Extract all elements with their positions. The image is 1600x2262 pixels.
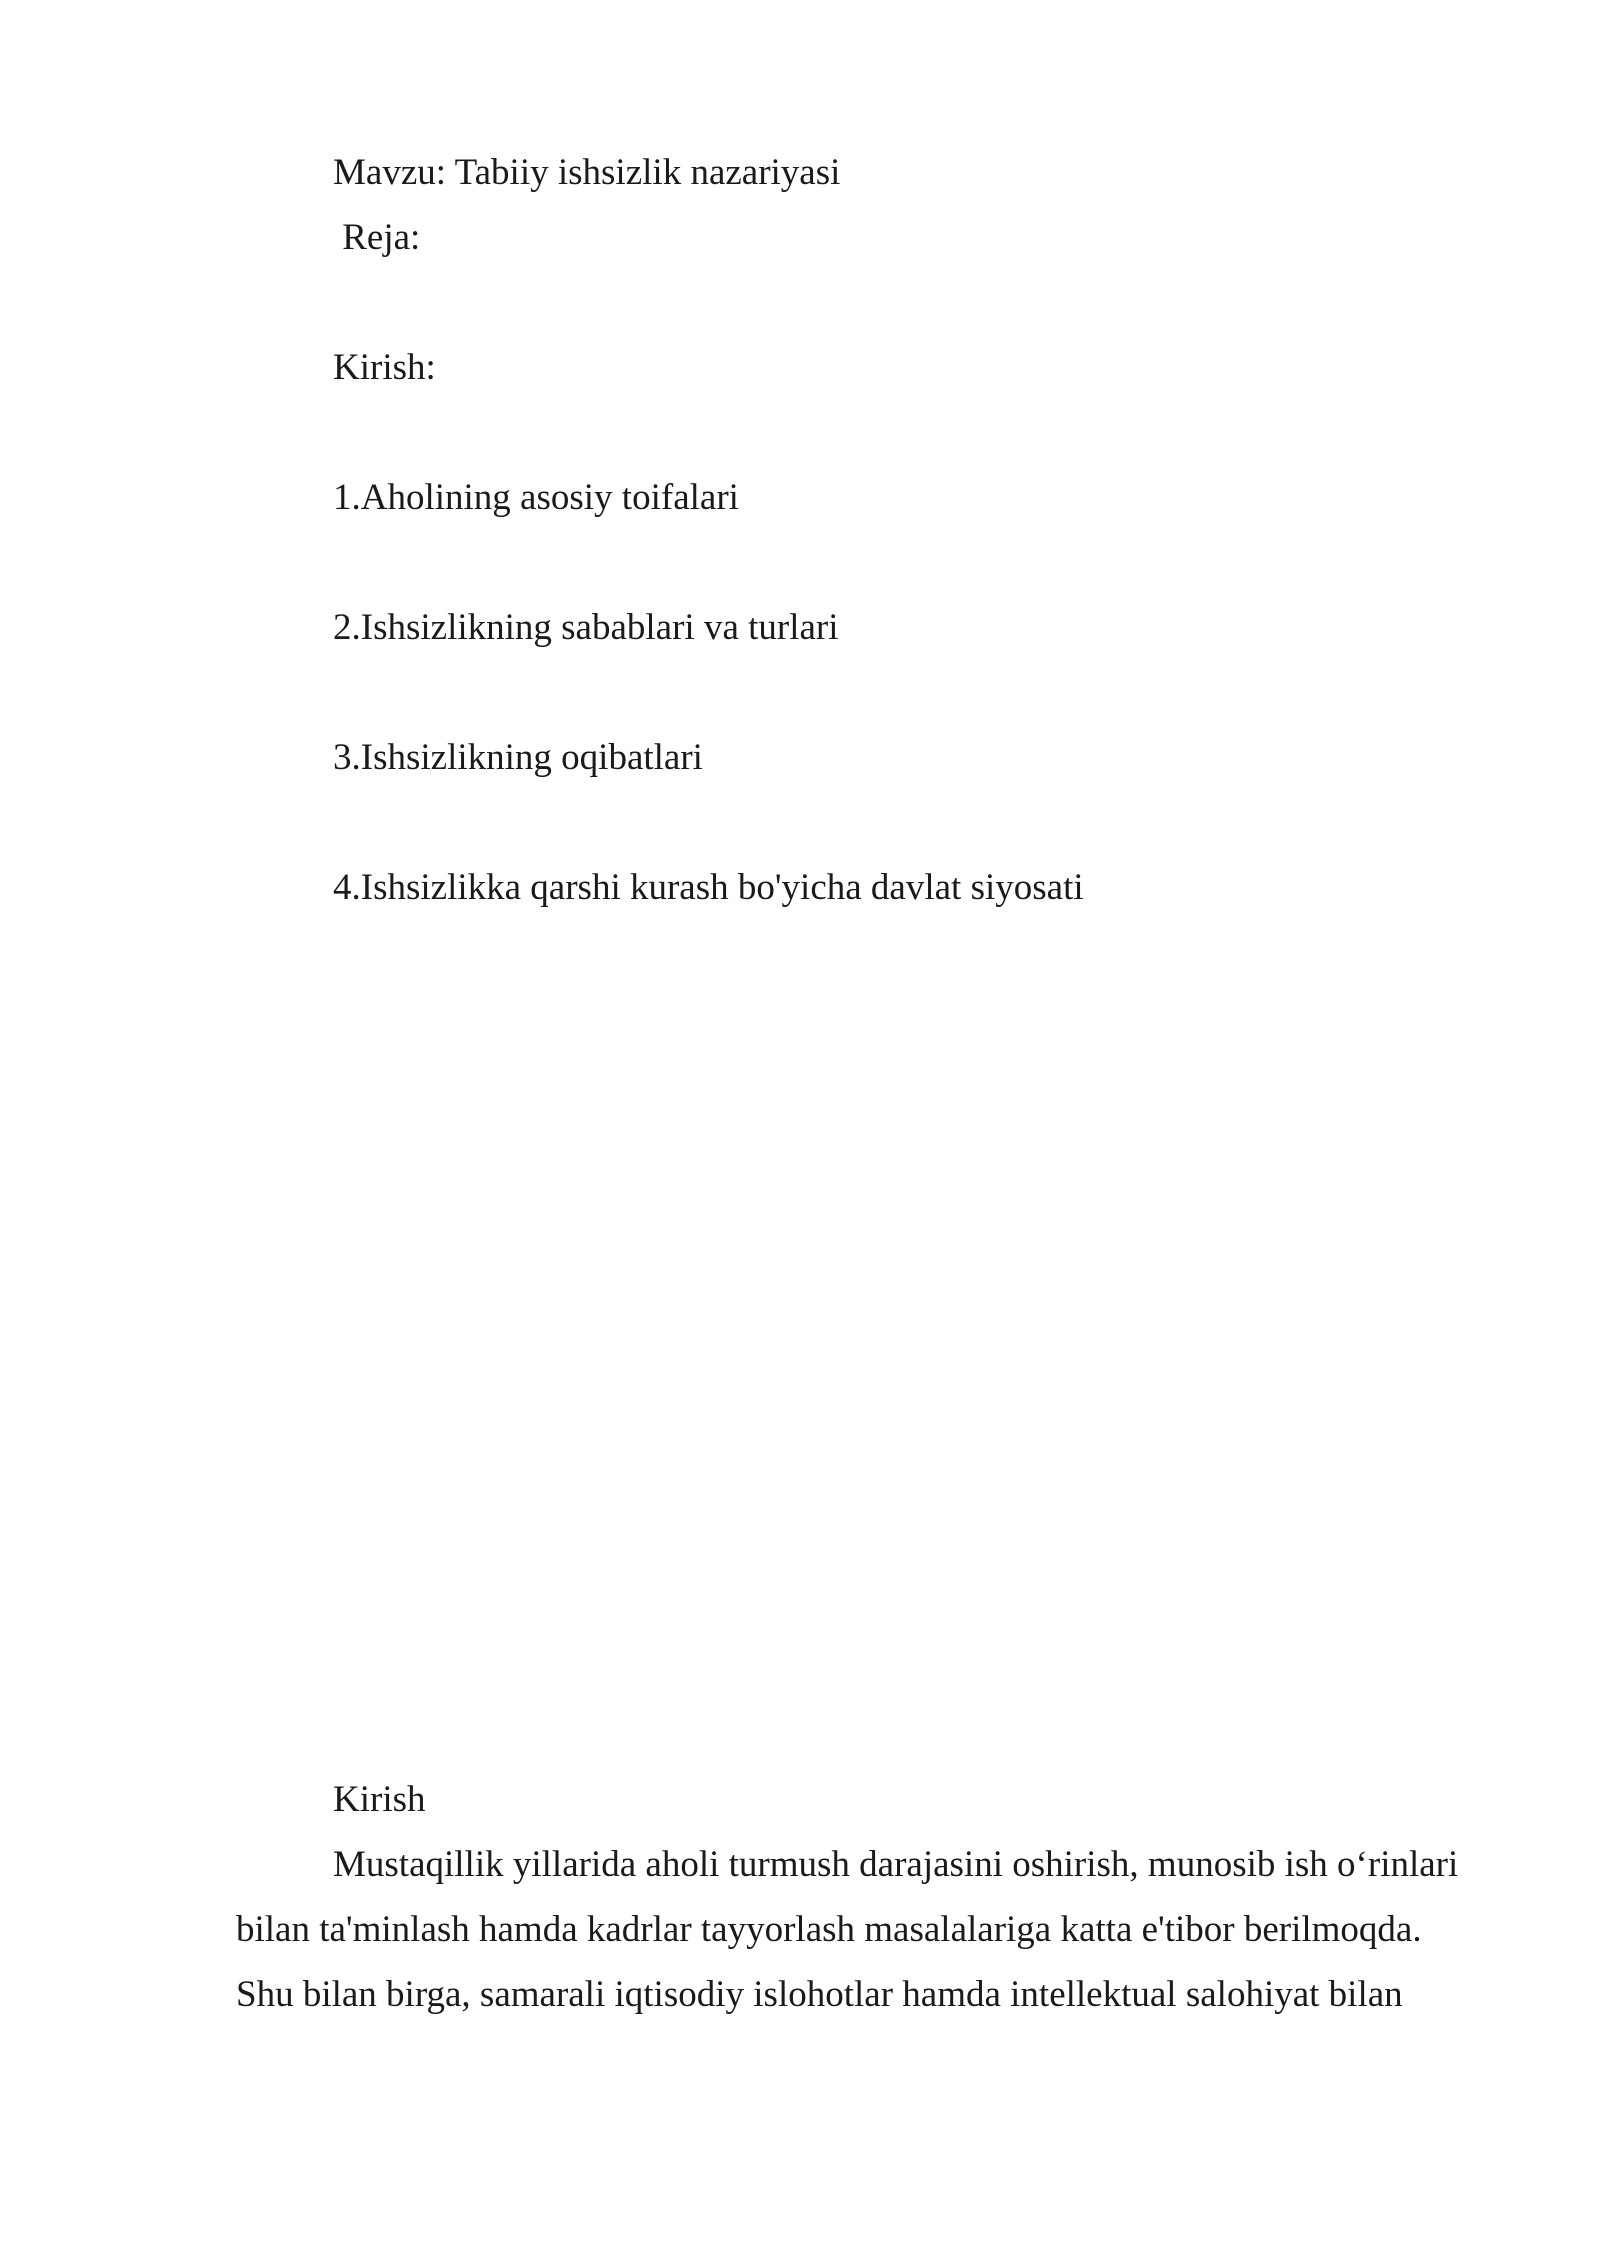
plan-item: 3.Ishsizlikning oqibatlari — [333, 737, 703, 778]
plan-item: 2.Ishsizlikning sabablari va turlari — [333, 607, 839, 648]
plan-item: 4.Ishsizlikka qarshi kurash bo'yicha davlat siyosati — [333, 867, 1084, 908]
document-title: Mavzu: Tabiiy ishsizlik nazariyasi — [333, 152, 841, 193]
paragraph-line: Mustaqillik yillarida aholi turmush darajasini oshirish, munosib ish o‘rinlari — [333, 1844, 1459, 1885]
paragraph-line: bilan ta'minlash hamda kadrlar tayyorlash masalalariga katta e'tibor berilmoqda. — [236, 1909, 1422, 1950]
plan-item: 1.Aholining asosiy toifalari — [333, 477, 739, 518]
plan-heading: Reja: — [333, 217, 421, 258]
intro-heading: Kirish — [333, 1779, 426, 1820]
paragraph-line: Shu bilan birga, samarali iqtisodiy islohotlar hamda intellektual salohiyat bilan — [236, 1974, 1403, 2015]
plan-item: Kirish: — [333, 347, 436, 388]
